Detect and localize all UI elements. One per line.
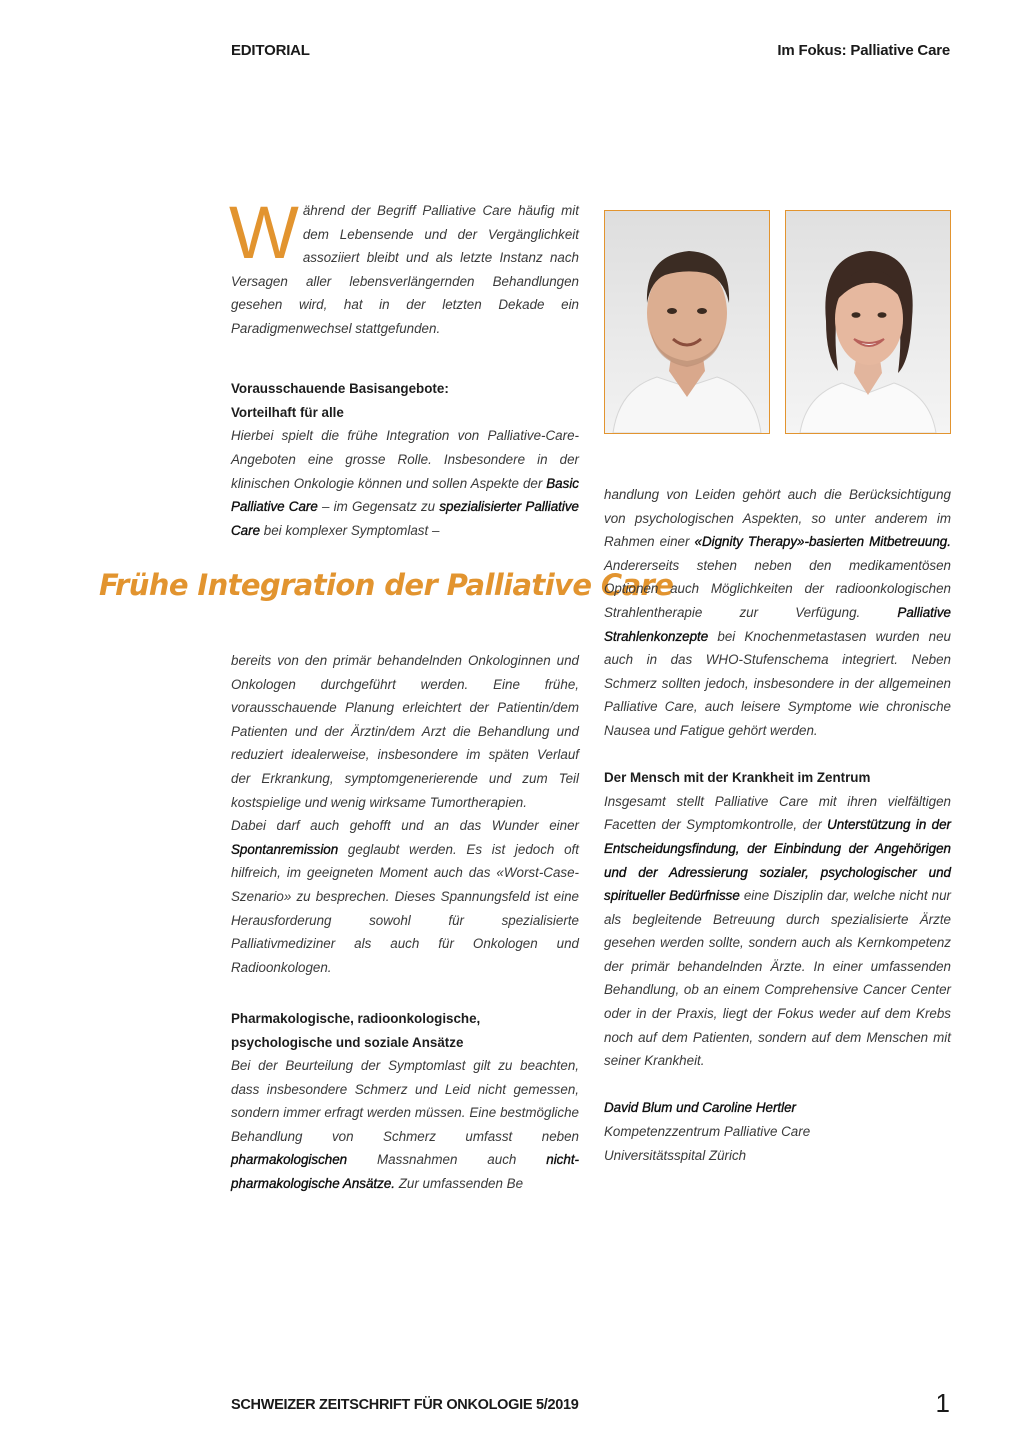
signature [604,1096,951,1167]
topic-label: Im Fokus: Palliative Care [777,42,950,59]
intro-paragraph [229,191,579,341]
column-left-top [229,191,579,542]
section1-heading: Vorausschauende Basisangebote: Vorteilhaft für alle [231,381,449,420]
signature-authors: David Blum und Caroline Hertler [604,1100,797,1116]
section2-paragraph1: Bei der Beurteilung der Symptomlast gilt zu beachten, dass insbesondere Schmerz und Leid nicht gemessen, sondern immer erfragt werden müssen. Eine bestmögliche Behandlung von Schmerz umfasst neben pharmakologischen Massnahmen auch nicht-pharmakologische Ansätze. Zur umfassenden Be [231,1058,579,1192]
section1-paragraph1: Hierbei spielt die frühe Integration von Palliative-Care-Angeboten eine grosse Rolle. Insbesondere in der klinischen Onkologie können und sollen Aspekte der Basic Palliative Care – im Gegensatz zu spezialisierter Palliative Care bei komplexer Symptomlast – [231,428,579,538]
portrait-icon [786,211,950,433]
author-photo-female [785,210,951,434]
author-photo-male [604,210,770,434]
column-right [604,483,951,1167]
portrait-icon [605,211,769,433]
article-title: Frühe Integration der Palliative Care [99,568,674,602]
signature-institution: Kompetenzzentrum Palliative Care [604,1124,811,1140]
section1-paragraph2: bereits von den primär behandelnden Onkologinnen und Onkologen durchgeführt werden. Eine frühe, vorausschauende Planung erleichtert der Patientin/dem Patienten und der Ärztin/dem Arzt die Behandlung und reduziert idealerweise, insbesondere im späten Verlauf der Erkrankung, symptomgenerierende und zum Teil kostspielige und wenig wirksame Tumortherapien. [231,653,579,810]
section3-heading: Der Mensch mit der Krankheit im Zentrum [604,770,871,786]
dropcap: W [229,191,295,274]
journal-footer: SCHWEIZER ZEITSCHRIFT FÜR ONKOLOGIE 5/2019 [231,1397,579,1413]
section1-paragraph3: Dabei darf auch gehofft und an das Wunder einer Spontanremission geglaubt werden. Es ist jedoch oft hilfreich, im geeigneten Moment auch das «Worst-Case-Szenario» zu besprechen. Dieses Spannungsfeld ist eine Herausforderung sowohl für spezialisierte Palliativmediziner als auch für Onkologen und Radioonkologen. [231,818,579,975]
section-label: EDITORIAL [231,42,310,59]
signature-hospital: Universitätsspital Zürich [604,1147,747,1163]
intro-text: ährend der Begriff Palliative Care häufig mit dem Lebensende und der Vergänglichkeit assoziiert bleibt und als letzte Instanz nach Versagen aller lebensverlängernden Behandlungen gesehen wird, hat in der letzten Dekade ein Paradigmenwechsel stattgefunden. [231,203,579,336]
section2-heading: Pharmakologische, radioonkologische, psychologische und soziale Ansätze [231,1010,481,1050]
column-left-bottom [231,649,579,1196]
section3-paragraph: Insgesamt stellt Palliative Care mit ihren vielfältigen Facetten der Symptomkontrolle, der Unterstützung in der Entscheidungsfindung, der Einbindung der Angehörigen und der Adressierung sozialer, psychologischer und spiritueller Bedürfnisse eine Disziplin dar, welche nicht nur als begleitende Betreuung durch spezialisierte Ärzte gesehen werden sollte, sondern auch als Kernkompetenz der primär behandelnden Ärzte. In einer umfassenden Behandlung, ob an einem Comprehensive Cancer Center oder in der Praxis, liegt der Fokus weder auf dem Krebs noch auf dem Patienten, sondern auf dem Menschen mit seiner Krankheit. [604,793,951,1069]
section2-paragraph2: handlung von Leiden gehört auch die Berücksichtigung von psychologischen Aspekten, so unter anderem im Rahmen einer «Dignity Therapy»-basierten Mitbetreuung. Andererseits stehen neben den medikamentösen Optionen auch Möglichkeiten der radioonkologischen Strahlentherapie zur Verfügung. Palliative Strahlenkonzepte bei Knochenmetastasen wurden neu auch in das WHO-Stufenschema integriert. Neben Schmerz sollten jedoch, insbesondere in der allgemeinen Palliative Care, auch leisere Symptome wie chronische Nausea und Fatigue gehört werden. [604,487,951,738]
page-number: 1 [935,1388,950,1418]
